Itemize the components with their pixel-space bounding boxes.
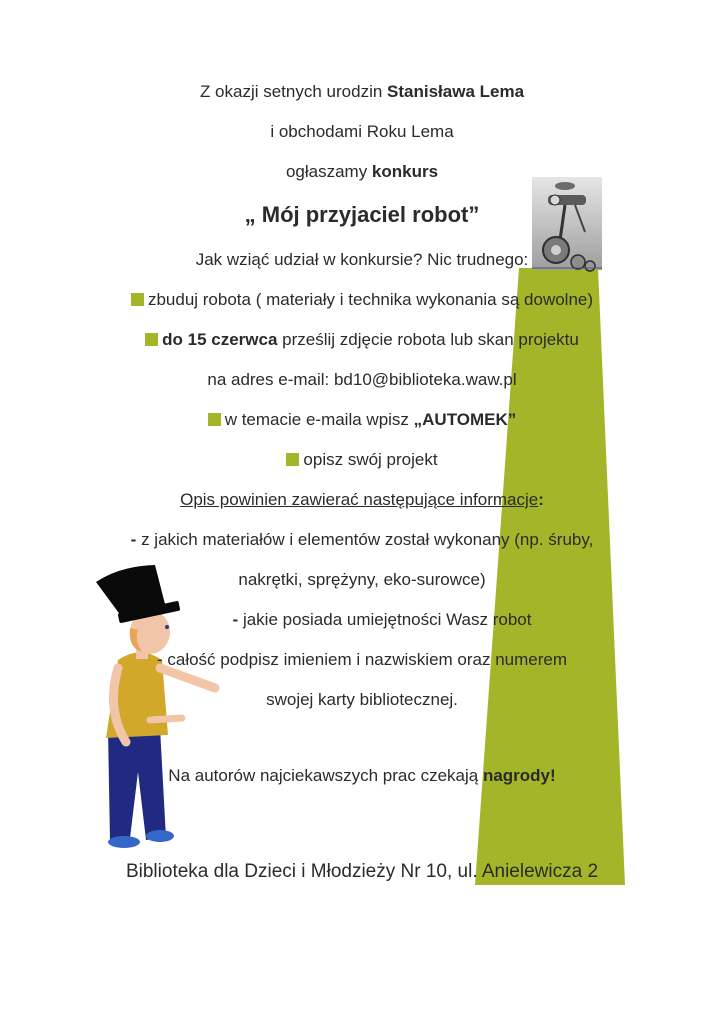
info-heading: Opis powinien zawierać następujące informacje: bbox=[180, 490, 544, 509]
prizes-word: nagrody! bbox=[482, 766, 556, 785]
step-2: do 15 czerwca prześlij zdjęcie robota lub skan projektu bbox=[0, 330, 724, 350]
info-item-1-cont: nakrętki, sprężyny, eko-surowce) bbox=[238, 570, 486, 589]
square-bullet-icon bbox=[286, 453, 299, 466]
info-item-2: - jakie posiada umiejętności Wasz robot bbox=[232, 610, 532, 629]
pointing-arm bbox=[160, 668, 215, 688]
participation-question: Jak wziąć udział w konkursie? Nic trudnego: bbox=[195, 250, 529, 269]
step-2-email: na adres e-mail: bd10@biblioteka.waw.pl bbox=[207, 370, 517, 389]
deadline: do 15 czerwca bbox=[162, 330, 278, 349]
email-subject: „AUTOMEK” bbox=[413, 410, 517, 429]
intro-line-3: ogłaszamy konkurs bbox=[285, 162, 439, 181]
patron-name: Stanisława Lema bbox=[387, 82, 525, 101]
step-4: opisz swój projekt bbox=[0, 450, 724, 470]
square-bullet-icon bbox=[208, 413, 221, 426]
right-shoe bbox=[146, 830, 174, 842]
info-item-3: - całość podpisz imieniem i nazwiskiem oraz numerem bbox=[156, 650, 568, 669]
square-bullet-icon bbox=[145, 333, 158, 346]
prizes-line: Na autorów najciekawszych prac czekają nagrody! bbox=[168, 766, 556, 785]
left-shoe bbox=[108, 836, 140, 848]
contest-title: „ Mój przyjaciel robot” bbox=[244, 202, 480, 227]
square-bullet-icon bbox=[131, 293, 144, 306]
intro-line-1: Z okazji setnych urodzin Stanisława Lema bbox=[199, 82, 525, 101]
step-1: zbuduj robota ( materiały i technika wykonania są dowolne) bbox=[0, 290, 724, 310]
library-address: Biblioteka dla Dzieci i Młodzieży Nr 10, ul. Anielewicza 2 bbox=[125, 861, 599, 882]
intro-line-2: i obchodami Roku Lema bbox=[270, 122, 454, 141]
step-3: w temacie e-maila wpisz „AUTOMEK” bbox=[0, 410, 724, 430]
info-item-3-cont: swojej karty bibliotecznej. bbox=[266, 690, 458, 709]
info-item-1: - z jakich materiałów i elementów został wykonany (np. śruby, bbox=[130, 530, 594, 549]
